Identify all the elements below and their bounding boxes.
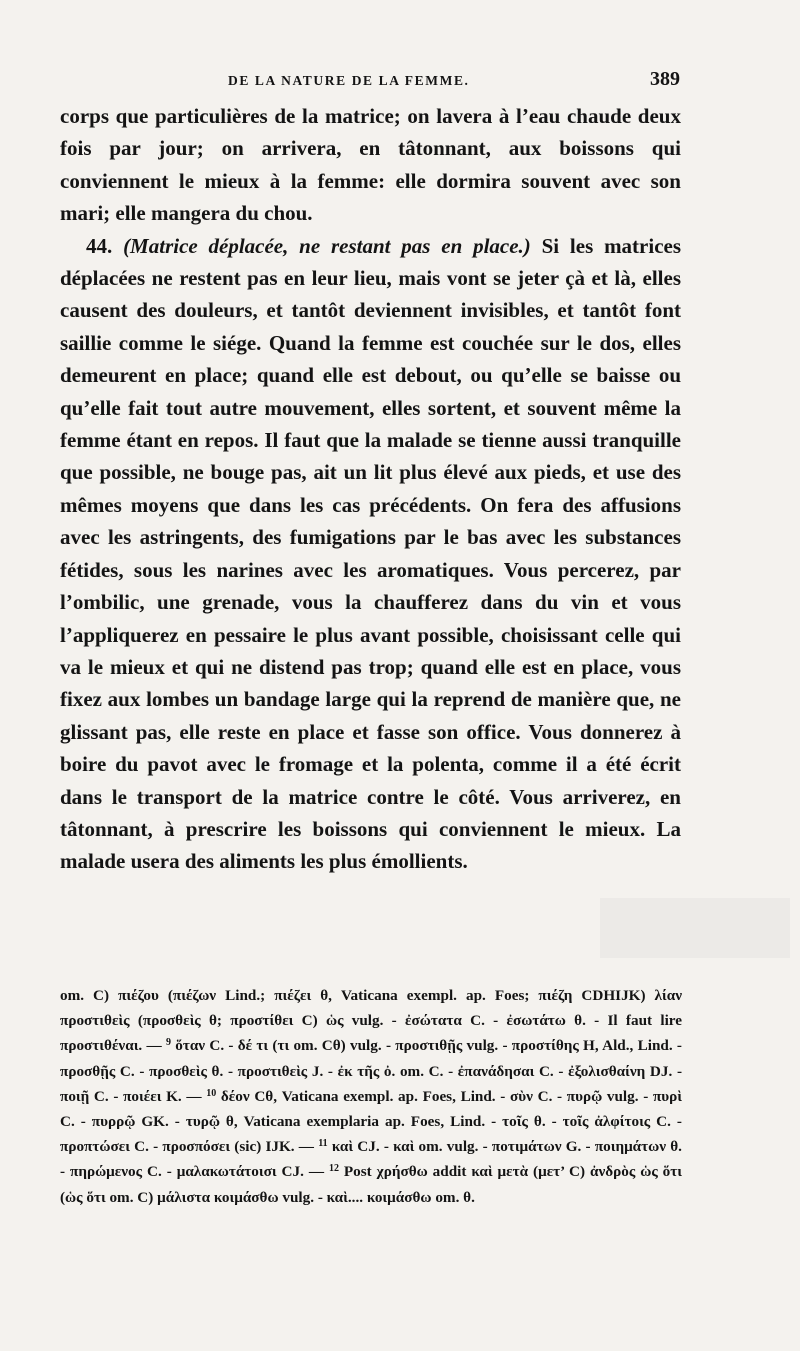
- footnote-marker-10: 10: [206, 1087, 217, 1099]
- section-number: 44.: [86, 233, 113, 258]
- footnote-text-2: ὅταν C. - δέ τι (τι om. Cθ) vulg. - προστιθῇς vulg. - προστίθης H, Ald., Lind. - προσθῇς C. - προσθεὶς θ. - προστιθεὶς J. - ἐκ τῆς ὀ. om. C. - ἐπανάδησαι C. - ἐξολισθαίνη DJ. - ποιῇ C. - ποιέει K. —: [60, 1037, 682, 1105]
- main-text: [60, 100, 681, 878]
- footnote-text-3: δέον Cθ, Vaticana exempl. ap. Foes, Lind. - σὺν C. - πυρῷ vulg. - πυρὶ C. - πυρρῷ GK. - τυρῷ θ, Vaticana exemplaria ap. Foes, Lind. - τοῖς θ. - τοῖς ἀλφίτοις C. - προπτώσει C. - προσπόσει (sic) IJK. —: [60, 1087, 682, 1156]
- paragraph-continued: corps que particulières de la matrice; on lavera à l’eau chaude deux fois par jour; on arrivera, en tâtonnant, aux boissons qui conviennent le mieux à la femme: elle dormira souvent avec son mari; elle mangera du chou.: [60, 104, 681, 226]
- footnote-marker-12: 12: [328, 1163, 339, 1175]
- footnote-text-4: καὶ CJ. - καὶ om. vulg. - ποτιμάτων G. - ποιημάτων θ. - πηρώμενος C. - μαλακωτάτοισι CJ. —: [60, 1138, 682, 1181]
- footnote-text-5: Post χρήσθω addit καὶ μετὰ (μετ’ C) ἀνδρὸς ὡς ὅτι (ὡς ὅτι om. C) μάλιστα κοιμάσθω vulg. - καὶ.... κοιμάσθω om. θ.: [60, 1163, 682, 1206]
- footnotes: [60, 983, 682, 1210]
- footnote-block: [60, 983, 682, 1210]
- section-body: Si les matrices déplacées ne restent pas en leur lieu, mais vont se jeter çà et là, elles causent des douleurs, et tantôt deviennent invisibles, et tantôt font saillie comme le siége. Quand la femme est couchée sur le dos, elles demeurent en place; quand elle est debout, ou qu’elle se baisse ou qu’elle fait tout autre mouvement, elles sortent, et souvent même la femme étant en repos. Il faut que la malade se tienne aussi tranquille que possible, ne bouge pas, ait un lit plus élevé aux pieds, et use des mêmes moyens que dans les cas précédents. On fera des affusions avec les astringents, des fumigations par le bas avec les substances fétides, sous les narines avec les aromatiques. Vous percerez, par l’ombilic, une grenade, vous la chaufferez dans du vin et vous l’appliquerez en pessaire le plus avant possible, choisissant celle qui va le mieux et qui ne distend pas trop; quand elle est en place, vous fixez aux lombes un bandage large qui la reprend de manière que, ne glissant pas, elle reste en place et fasse son office. Vous donnerez à boire du pavot avec le fromage et la polenta, comme il a été écrit dans le transport de la matrice contre le côté. Vous arriverez, en tâtonnant, à prescrire les boissons qui conviennent le mieux. La malade usera des aliments les plus émollients.: [60, 233, 682, 874]
- footnote-marker-9: 9: [165, 1037, 171, 1049]
- paragraph-section-44: [60, 230, 681, 878]
- running-head-title: DE LA NATURE DE LA FEMME.: [228, 73, 470, 88]
- page-number: 389: [650, 68, 680, 90]
- section-title: (Matrice déplacée, ne restant pas en place.): [123, 233, 531, 258]
- footnote-marker-11: 11: [318, 1138, 328, 1150]
- footnote-text-1: om. C) πιέζου (πιέζων Lind.; πιέζει θ, Vaticana exempl. ap. Foes; πιέζη CDHIJK) λίαν προστιθεὶς (προσθεὶς θ; προστίθει C) ὡς vulg. - ἐσώτατα C. - ἐσωτάτω θ. - Il faut lire προστιθέναι. —: [60, 987, 682, 1055]
- running-head: [60, 68, 680, 91]
- show-through-shadow: [600, 898, 790, 958]
